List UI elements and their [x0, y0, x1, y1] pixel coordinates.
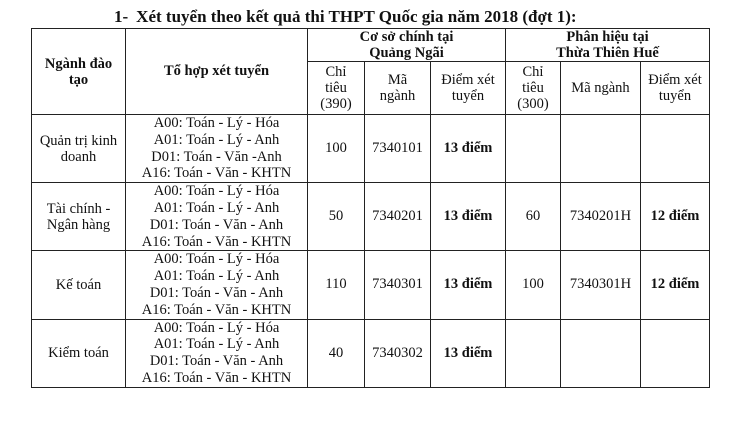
major-name: Quản trị kinh doanh [32, 115, 126, 183]
header-quota-main: Chỉ tiêu (390) [308, 62, 365, 115]
subject-combos: A00: Toán - Lý - Hóa A01: Toán - Lý - Anh D01: Toán - Văn - Anh A16: Toán - Văn - KHTN [126, 319, 308, 387]
score-branch [641, 115, 710, 183]
table-row [32, 115, 710, 183]
score-main: 13 điểm [431, 251, 506, 319]
code-branch: 7340301H [561, 251, 641, 319]
quota-main: 50 [308, 183, 365, 251]
score-branch: 12 điểm [641, 183, 710, 251]
header-campus-branch: Phân hiệu tại Thừa Thiên Huế [506, 29, 710, 62]
quota-main: 40 [308, 319, 365, 387]
table-row [32, 251, 710, 319]
header-combos: Tổ hợp xét tuyển [126, 29, 308, 115]
header-major: Ngành đào tạo [32, 29, 126, 115]
major-name: Kiểm toán [32, 319, 126, 387]
code-main: 7340201 [365, 183, 431, 251]
quota-branch [506, 115, 561, 183]
table-row [32, 183, 710, 251]
code-main: 7340302 [365, 319, 431, 387]
section-heading [114, 7, 577, 27]
quota-branch: 60 [506, 183, 561, 251]
score-main: 13 điểm [431, 319, 506, 387]
section-number: 1- [114, 7, 129, 26]
code-branch: 7340201H [561, 183, 641, 251]
score-branch: 12 điểm [641, 251, 710, 319]
major-name: Tài chính - Ngân hàng [32, 183, 126, 251]
score-main: 13 điểm [431, 115, 506, 183]
code-main: 7340101 [365, 115, 431, 183]
major-name: Kế toán [32, 251, 126, 319]
header-score-branch: Điểm xét tuyển [641, 62, 710, 115]
quota-branch [506, 319, 561, 387]
quota-main: 110 [308, 251, 365, 319]
score-branch [641, 319, 710, 387]
admission-table [31, 28, 710, 388]
quota-main: 100 [308, 115, 365, 183]
score-main: 13 điểm [431, 183, 506, 251]
code-main: 7340301 [365, 251, 431, 319]
table-row [32, 319, 710, 387]
subject-combos: A00: Toán - Lý - Hóa A01: Toán - Lý - Anh D01: Toán - Văn -Anh A16: Toán - Văn - KHTN [126, 115, 308, 183]
header-quota-branch: Chỉ tiêu (300) [506, 62, 561, 115]
subject-combos: A00: Toán - Lý - Hóa A01: Toán - Lý - Anh D01: Toán - Văn - Anh A16: Toán - Văn - KHTN [126, 183, 308, 251]
section-title: Xét tuyển theo kết quả thi THPT Quốc gia năm 2018 (đợt 1): [136, 7, 577, 26]
quota-branch: 100 [506, 251, 561, 319]
header-campus-main: Cơ sở chính tại Quảng Ngãi [308, 29, 506, 62]
header-code-main: Mã ngành [365, 62, 431, 115]
code-branch [561, 319, 641, 387]
header-code-branch: Mã ngành [561, 62, 641, 115]
header-score-main: Điểm xét tuyển [431, 62, 506, 115]
subject-combos: A00: Toán - Lý - Hóa A01: Toán - Lý - Anh D01: Toán - Văn - Anh A16: Toán - Văn - KHTN [126, 251, 308, 319]
code-branch [561, 115, 641, 183]
